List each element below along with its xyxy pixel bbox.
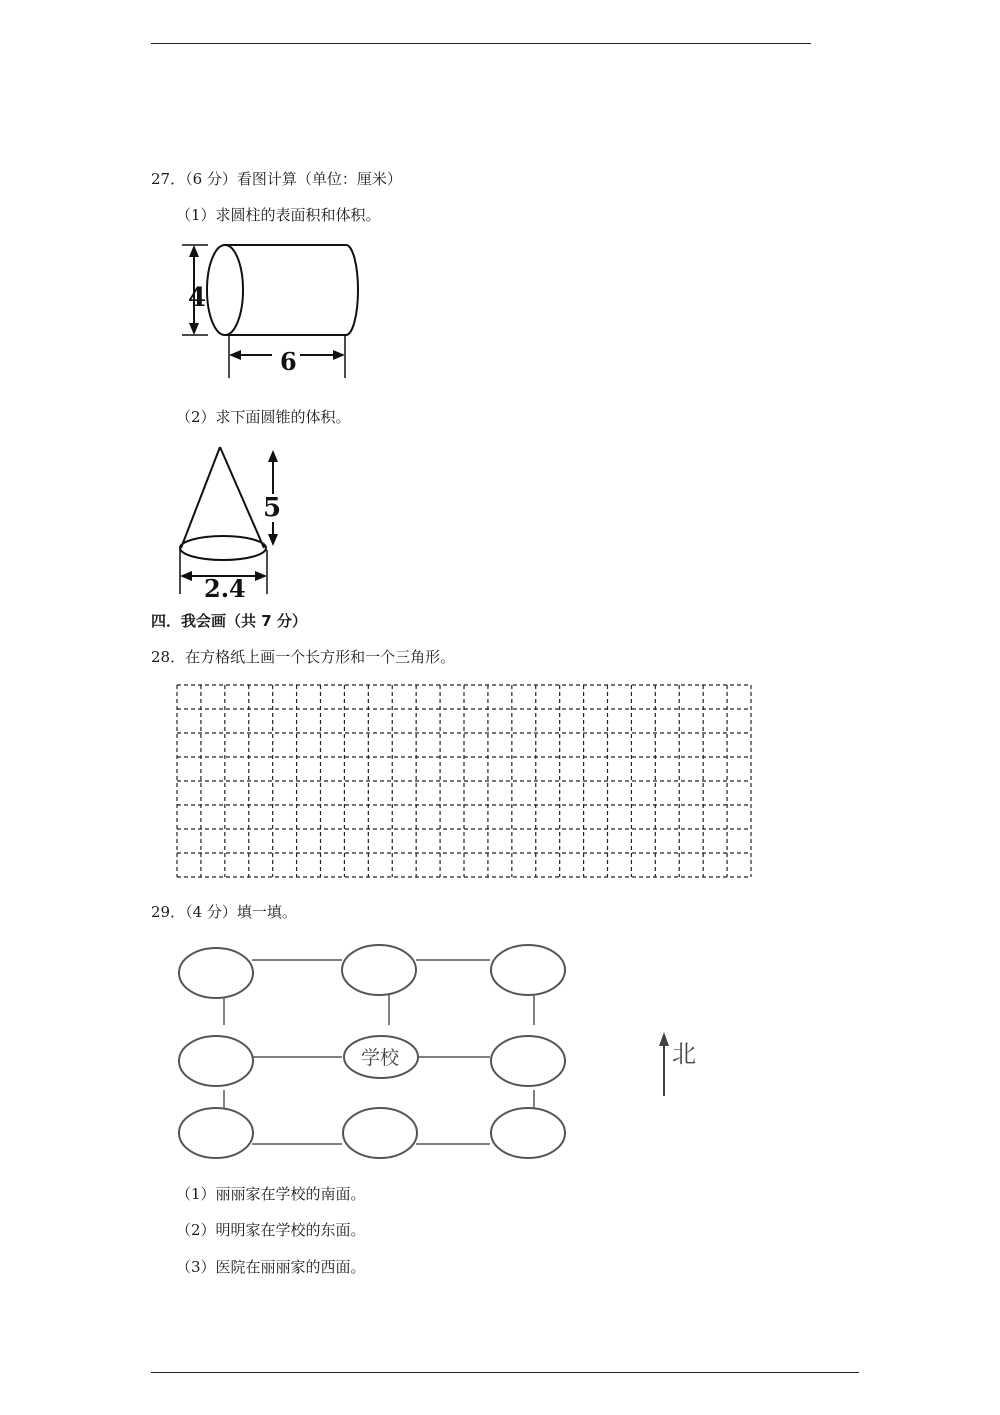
- position-map: [176, 940, 568, 1164]
- question-28-title: 28．在方格纸上画一个长方形和一个三角形。: [151, 648, 456, 666]
- question-29-item-3: （3）医院在丽丽家的西面。: [176, 1258, 366, 1276]
- section-4-title: 四．我会画（共 7 分）: [151, 612, 307, 630]
- question-27-title: 27．（6 分）看图计算（单位：厘米）: [151, 170, 402, 188]
- map-node-ne: [491, 945, 565, 995]
- cone-diameter-label: 2.4: [204, 574, 246, 603]
- cylinder-height-label: 4: [188, 283, 207, 313]
- cone-height-label: 5: [263, 493, 282, 523]
- question-27-part-2: （2）求下面圆锥的体积。: [176, 408, 351, 426]
- north-label: 北: [672, 1040, 696, 1068]
- cylinder-length-label: 6: [280, 347, 297, 376]
- question-29-item-1: （1）丽丽家在学校的南面。: [176, 1185, 366, 1203]
- map-node-s: [343, 1108, 417, 1158]
- map-node-sw: [179, 1108, 253, 1158]
- question-29-item-2: （2）明明家在学校的东面。: [176, 1221, 366, 1239]
- cone-figure: [176, 444, 286, 603]
- header-rule: [151, 43, 811, 44]
- north-arrow-icon: [659, 1032, 669, 1046]
- footer-rule: [151, 1372, 859, 1373]
- school-label: 学校: [361, 1047, 400, 1069]
- cylinder-figure: [178, 240, 368, 380]
- map-node-nw: [179, 948, 253, 998]
- question-29-title: 29．（4 分）填一填。: [151, 903, 297, 921]
- map-node-n: [342, 945, 416, 995]
- question-27-part-1: （1）求圆柱的表面积和体积。: [176, 206, 381, 224]
- grid-paper: [176, 684, 752, 878]
- north-indicator: [656, 1030, 706, 1100]
- map-node-e: [491, 1036, 565, 1086]
- map-node-se: [491, 1108, 565, 1158]
- map-node-w: [179, 1036, 253, 1086]
